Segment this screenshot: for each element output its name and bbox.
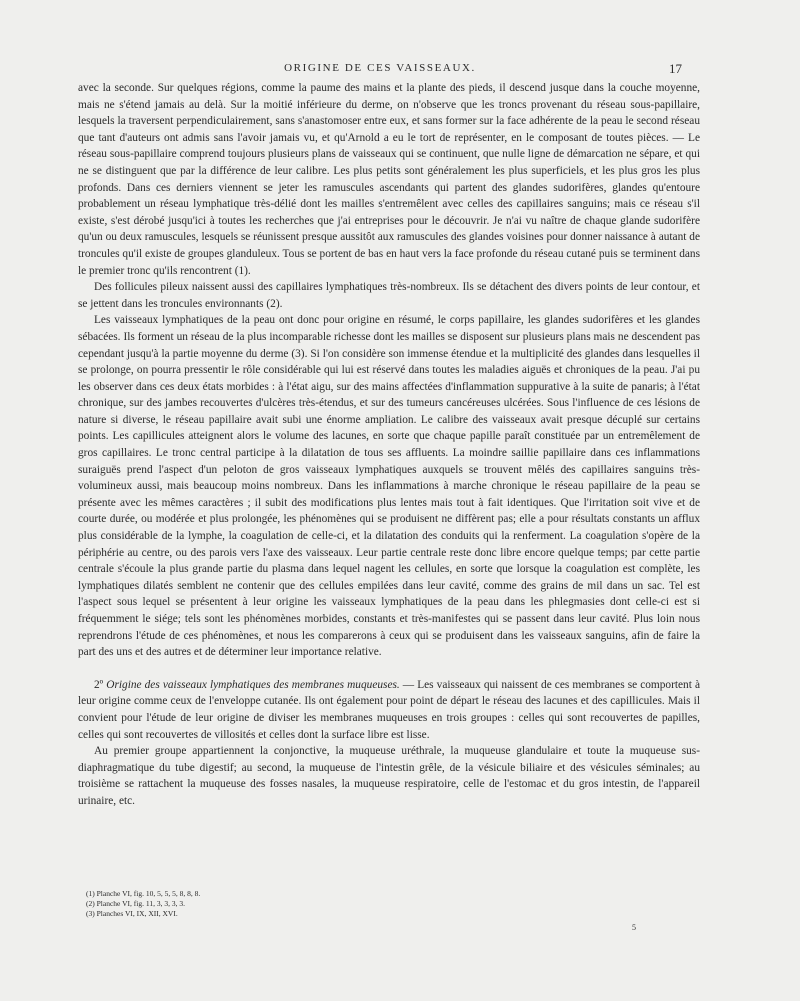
body-text xyxy=(78,80,700,810)
section-2-paragraph-2: Au premier groupe appartiennent la conjonctive, la muqueuse uréthrale, la muqueuse glandulaire et toute la muqueuse sus-diaphragmatique du tube digestif; au second, la muqueuse de l'intestin grêle, de la vésicule biliaire et des vésicules séminales; au troisième se rattachent la muqueuse des fosses nasales, la muqueuse respiratoire, celle de l'estomac et du gros intestin, de l'appareil urinaire, etc. xyxy=(78,745,700,807)
page-header xyxy=(78,62,682,78)
footnote-2: (2) Planche VI, fig. 11, 3, 3, 3, 3. xyxy=(86,899,185,909)
footnotes xyxy=(86,889,200,920)
signature-mark: 5 xyxy=(632,923,636,932)
running-title: ORIGINE DE CES VAISSEAUX. xyxy=(284,62,476,74)
section-number: 2º xyxy=(94,678,104,691)
paragraph-2: Des follicules pileux naissent aussi des capillaires lymphatiques très-nombreux. Ils se détachent des divers points de leur contour, et se jettent dans les troncules environnants (2). xyxy=(78,281,700,310)
paragraph-1: avec la seconde. Sur quelques régions, comme la paume des mains et la plante des pieds, il descend jusque dans la couche moyenne, mais ne s'étend jamais au delà. Sur la moitié inférieure du derme, on n'observe que les troncs provenant du réseau sous-papillaire, lesquels la traversent perpendiculairement, sans s'anastomoser entre eux, et sans former sur la face adhérente de la peau le second réseau que tant d'auteurs ont admis sans l'avoir jamais vu, et qu'Arnold a eu le tort de représenter, en le composant de toutes pièces. — Le réseau sous-papillaire comprend toujours plusieurs plans de vaisseaux qui se continuent, que nulle ligne de démarcation ne sépare, et qui ne se distinguent que par la différence de leur calibre. Les plus petits sont généralement les plus superficiels, et les plus gros les plus profonds. Dans ces derniers viennent se jeter les ramuscules ascendants qui partent des glandes sudorifères, glandes qu'entoure probablement un réseau lymphatique très-délié dont les mailles s'entremêlent avec celles des capillaires sanguins; mais ce réseau s'il existe, s'est dérobé jusqu'ici à toutes les recherches que j'ai entreprises pour le découvrir. Je n'ai vu naître de chaque glande sudorifère qu'un ou deux ramuscules, lesquels se réunissent presque aussitôt aux ramuscules des glandes voisines pour donner naissance à autant de troncules qu'il existe de groupes glanduleux. Tous se portent de bas en haut vers la face profonde du réseau cutané puis se terminent dans le premier tronc qu'ils rencontrent (1). xyxy=(78,82,700,277)
section-2-paragraph xyxy=(78,677,700,743)
footnote-3: (3) Planches VI, IX, XII, XVI. xyxy=(86,909,178,919)
section-spacer xyxy=(78,661,700,677)
section-title: Origine des vaisseaux lymphatiques des membranes muqueuses. xyxy=(106,678,400,691)
footnote-1: (1) Planche VI, fig. 10, 5, 5, 5, 8, 8, 8. xyxy=(86,889,201,898)
section-2-text: — Les vaisseaux qui naissent de ces membranes se comportent à leur origine comme ceux de l'enveloppe cutanée. Ils ont également pour point de départ le réseau des lacunes et des capillicules. Mais il convient pour l'étude de leur origine de diviser les membranes muqueuses en trois groupes : celles qui sont recouvertes de papilles, celles qui sont recouvertes de villosités et celles dont la surface libre est lisse. xyxy=(78,678,700,741)
paragraph-3: Les vaisseaux lymphatiques de la peau ont donc pour origine en résumé, le corps papillaire, les glandes sudorifères et les glandes sébacées. Ils forment un réseau de la plus incomparable richesse dont les mailles se disposent sur plusieurs plans mais ne descendent pas cependant jusqu'à la partie moyenne du derme (3). Si l'on considère son immense étendue et la multiplicité des glandes dans lesquelles il se prolonge, on pourra pressentir le rôle considérable qui lui est réservé dans toutes les maladies aiguës et chroniques de la peau. J'ai pu les observer dans ces deux états morbides : à l'état aigu, sur des mains affectées d'inflammation suppurative à la suite de panaris; à l'état chronique, sur des jambes recouvertes d'ulcères très-étendus, et sur des tumeurs cancéreuses ulcérées. Sous l'influence de ces lésions de nature si diverse, le réseau papillaire avait subi une énorme ampliation. Le calibre des vaisseaux avait presque décuplé sur certains points. Les capillicules atteignent alors le volume des lacunes, en sorte que chaque papille paraît constituée par un entremêlement de gros capillaires. Le tronc central participe à la dilatation de tous ses affluents. La moindre saillie papillaire dans ces inflammations suraiguës prend l'aspect d'un peloton de gros vaisseaux lymphatiques auxquels se trouvent mêlés des capillaires sanguins très-volumineux aussi, mais beaucoup moins nombreux. Dans les inflammations à marche chronique le réseau papillaire de la peau se présente avec les mêmes caractères ; il subit des modifications plus lentes mais tout à fait identiques. Que l'irritation soit vive et de courte durée, ou modérée et plus prolongée, les phénomènes qui se produisent ne diffèrent pas; elle a pour résultats constants un afflux plus considérable de la lymphe, la coagulation de celle-ci, et la dilatation des conduits qui la renferment. La coagulation s'opère de la périphérie au centre, ou des parois vers l'axe des vaisseaux. Leur partie centrale reste donc libre encore quelque temps; par cette partie centrale s'écoule la plus grande partie du plasma dans lequel nagent les cellules, en sorte que lorsque la coagulation est complète, les lymphatiques dilatés semblent ne contenir que des cellules empilées dans leur cavité, comme des grains de mil dans un sac. Tel est l'aspect sous lequel se présentent à leur origine les vaisseaux lymphatiques de la peau dans les phlegmasies dont celle-ci est si fréquemment le siége; tels sont les phénomènes morbides, constants et très-manifestes qui se passent dans leur cavité. Plus loin nous reprendrons l'étude de ces phénomènes, et nous les comparerons à ceux qui se produisent dans les vaisseaux sanguins, afin de faire la part des uns et des autres et de déterminer leur importance relative. xyxy=(78,314,700,659)
page-number: 17 xyxy=(669,61,682,76)
